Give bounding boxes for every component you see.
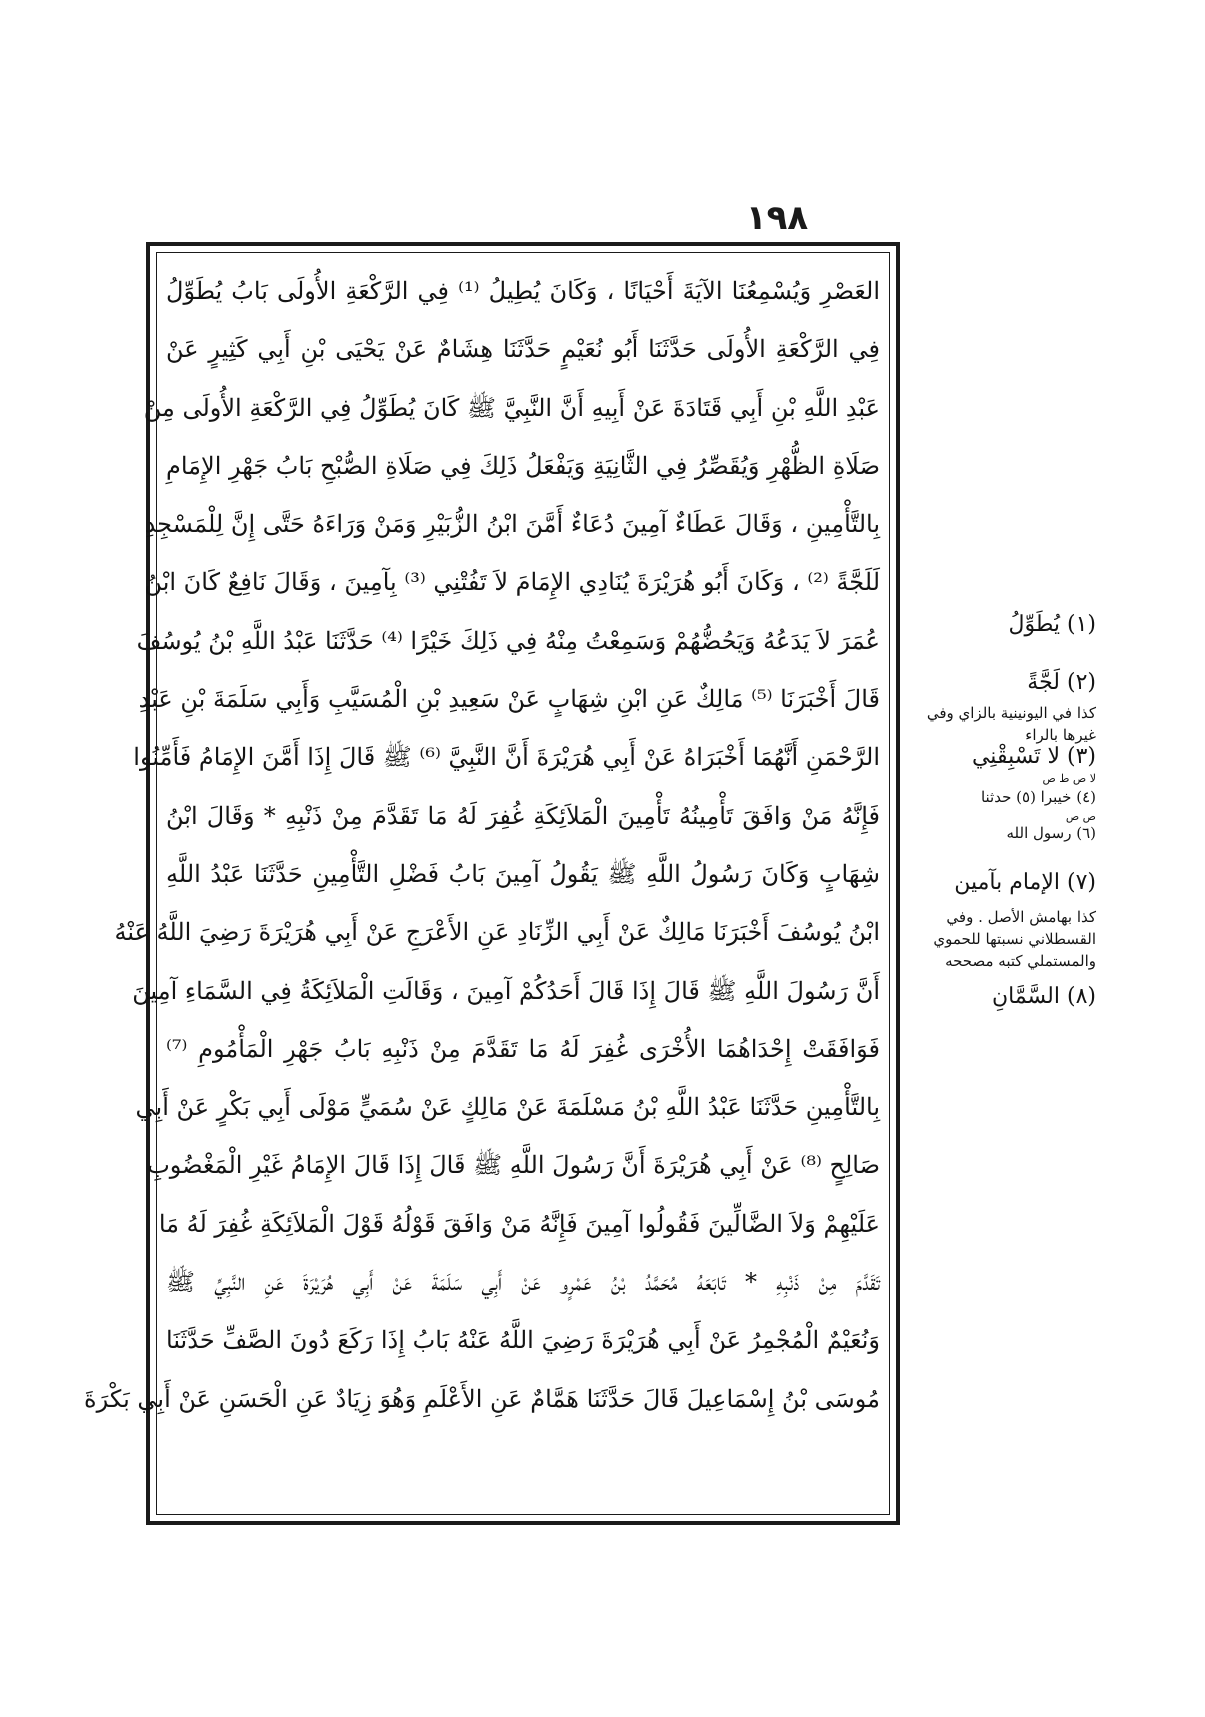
text-line-14: فَوَافَقَتْ إِحْدَاهُمَا الأُخْرَى غُفِرَ لَهُ مَا تَقَدَّمَ مِنْ ذَنْبِهِ بَابُ جَهْرِ الْمَأْمُومِ ⁽⁷⁾ bbox=[166, 1034, 880, 1063]
margin-note-3-sigla: لا ص ط ص bbox=[1042, 772, 1096, 785]
margin-note-7-remark-a: كذا بهامش الأصل . وفي bbox=[946, 908, 1096, 926]
margin-note-8: (٨) السَّمَّانِ bbox=[991, 984, 1096, 1009]
text-line-11: شِهَابٍ وَكَانَ رَسُولُ اللَّهِ ﷺ يَقُولُ آمِينَ بَابُ فَضْلِ التَّأْمِينِ حَدَّثَنَا عَبْدُ اللَّهِ bbox=[166, 859, 880, 888]
margin-note-3: (٣) لا تَسْبِقْنِي bbox=[971, 744, 1096, 769]
text-line-2: فِي الرَّكْعَةِ الأُولَى حَدَّثَنَا أَبُو نُعَيْمٍ حَدَّثَنَا هِشَامٌ عَنْ يَحْيَى بْنِ أَبِي كَثِيرٍ عَنْ bbox=[166, 335, 880, 364]
margin-note-2-remark-b: غيرها بالراء bbox=[1025, 726, 1096, 744]
text-line-6: لَلَجَّةً ⁽²⁾ ، وَكَانَ أَبُو هُرَيْرَةَ يُنَادِي الإِمَامَ لاَ تَفُتْنِي ⁽³⁾ بِآمِينَ ، وَقَالَ نَافِعٌ كَانَ ابْنُ bbox=[144, 568, 880, 597]
text-line-16: صَالِحٍ ⁽⁸⁾ عَنْ أَبِي هُرَيْرَةَ أَنَّ رَسُولَ اللَّهِ ﷺ قَالَ إِذَا قَالَ الإِمَامُ غَيْرِ الْمَغْضُوبِ bbox=[147, 1151, 880, 1180]
text-line-4: صَلَاةِ الظُّهْرِ وَيُقَصِّرُ فِي الثَّانِيَةِ وَيَفْعَلُ ذَلِكَ فِي صَلَاةِ الصُّبْحِ بَابُ جَهْرِ الإِمَامِ bbox=[166, 451, 880, 480]
margin-note-4-5-sigla: ص ص bbox=[1065, 810, 1096, 823]
text-line-17: عَلَيْهِمْ وَلاَ الضَّالِّينَ فَقُولُوا آمِينَ فَإِنَّهُ مَنْ وَافَقَ قَوْلُهُ قَوْلَ الْمَلاَئِكَةِ غُفِرَ لَهُ مَا bbox=[158, 1209, 880, 1238]
text-line-5: بِالتَّأْمِينِ ، وَقَالَ عَطَاءٌ آمِينَ دُعَاءٌ أَمَّنَ ابْنُ الزُّبَيْرِ وَمَنْ وَرَاءَهُ حَتَّى إِنَّ لِلْمَسْجِدِ bbox=[144, 510, 880, 539]
main-text-block bbox=[84, 262, 880, 1508]
text-line-12: ابْنُ يُوسُفَ أَخْبَرَنَا مَالِكٌ عَنْ أَبِي الزِّنَادِ عَنِ الأَعْرَجِ عَنْ أَبِي هُرَيْرَةَ رَضِيَ اللَّهُ عَنْهُ bbox=[114, 918, 880, 947]
text-line-8: قَالَ أَخْبَرَنَا ⁽⁵⁾ مَالِكٌ عَنِ ابْنِ شِهَابٍ عَنْ سَعِيدِ بْنِ الْمُسَيَّبِ وَأَبِي سَلَمَةَ بْنِ عَبْدِ bbox=[138, 685, 880, 714]
text-line-9: الرَّحْمَنِ أَنَّهُمَا أَخْبَرَاهُ عَنْ أَبِي هُرَيْرَةَ أَنَّ النَّبِيَّ ⁽⁶⁾ ﷺ قَالَ إِذَا أَمَّنَ الإِمَامُ فَأَمِّنُوا bbox=[133, 743, 880, 772]
margin-note-7-remark-b: القسطلاني نسبتها للحموي bbox=[933, 930, 1096, 948]
text-line-19: وَنُعَيْمٌ الْمُجْمِرُ عَنْ أَبِي هُرَيْرَةَ رَضِيَ اللَّهُ عَنْهُ بَابُ إِذَا رَكَعَ دُونَ الصَّفِّ حَدَّثَنَا bbox=[166, 1326, 880, 1355]
text-line-10: فَإِنَّهُ مَنْ وَافَقَ تَأْمِينُهُ تَأْمِينَ الْمَلاَئِكَةِ غُفِرَ لَهُ مَا تَقَدَّمَ مِنْ ذَنْبِهِ * وَقَالَ ابْنُ bbox=[166, 801, 880, 830]
text-line-13: أَنَّ رَسُولَ اللَّهِ ﷺ قَالَ إِذَا قَالَ أَحَدُكُمْ آمِينَ ، وَقَالَتِ الْمَلاَئِكَةُ فِي السَّمَاءِ آمِينَ bbox=[132, 976, 880, 1005]
margin-note-1: (١) يُطَوِّلُ bbox=[1008, 612, 1096, 637]
text-line-3: عَبْدِ اللَّهِ بْنِ أَبِي قَتَادَةَ عَنْ أَبِيهِ أَنَّ النَّبِيَّ ﷺ كَانَ يُطَوِّلُ فِي الرَّكْعَةِ الأُولَى مِنْ bbox=[143, 393, 880, 422]
margin-note-2: (٢) لَجَّةً bbox=[1027, 670, 1096, 695]
text-line-1: العَصْرِ وَيُسْمِعُنَا الآيَةَ أَحْيَانًا ، وَكَانَ يُطِيلُ ⁽¹⁾ فِي الرَّكْعَةِ الأُولَى بَابُ يُطَوِّلُ bbox=[166, 277, 880, 305]
margin-note-2-remark-a: كذا في اليونينية بالزاي وفي bbox=[926, 704, 1096, 722]
margin-note-4-5: (٤) خيبرا (٥) حدثنا bbox=[980, 788, 1096, 806]
text-line-20: مُوسَى بْنُ إِسْمَاعِيلَ قَالَ حَدَّثَنَا هَمَّامٌ عَنِ الأَعْلَمِ وَهُوَ زِيَادٌ عَنِ الْحَسَنِ عَنْ أَبِي بَكْرَةَ bbox=[84, 1384, 880, 1413]
margin-note-7: (٧) الإمام بآمين bbox=[954, 870, 1096, 895]
text-line-15: بِالتَّأْمِينِ حَدَّثَنَا عَبْدُ اللَّهِ بْنُ مَسْلَمَةَ عَنْ مَالِكٍ عَنْ سُمَيٍّ مَوْلَى أَبِي بَكْرٍ عَنْ أَبِي bbox=[135, 1093, 880, 1122]
text-line-7: عُمَرَ لاَ يَدَعُهُ وَيَحُضُّهُمْ وَسَمِعْتُ مِنْهُ فِي ذَلِكَ خَيْرًا ⁽⁴⁾ حَدَّثَنَا عَبْدُ اللَّهِ بْنُ يُوسُفَ bbox=[136, 626, 880, 655]
margin-note-6: (٦) رسول الله bbox=[1006, 824, 1096, 842]
margin-note-7-remark-c: والمستملي كتبه مصححه bbox=[945, 952, 1096, 970]
page-number: ١٩٨ bbox=[745, 198, 809, 238]
text-line-18: تَقَدَّمَ مِنْ ذَنْبِهِ * تَابَعَهُ مُحَمَّدُ بْنُ عَمْرٍو عَنْ أَبِي سَلَمَةَ عَنْ أَبِي هُرَيْرَةَ عَنِ النَّبِيِّ ﷺ bbox=[166, 1268, 880, 1297]
margin-notes bbox=[900, 612, 1096, 1132]
